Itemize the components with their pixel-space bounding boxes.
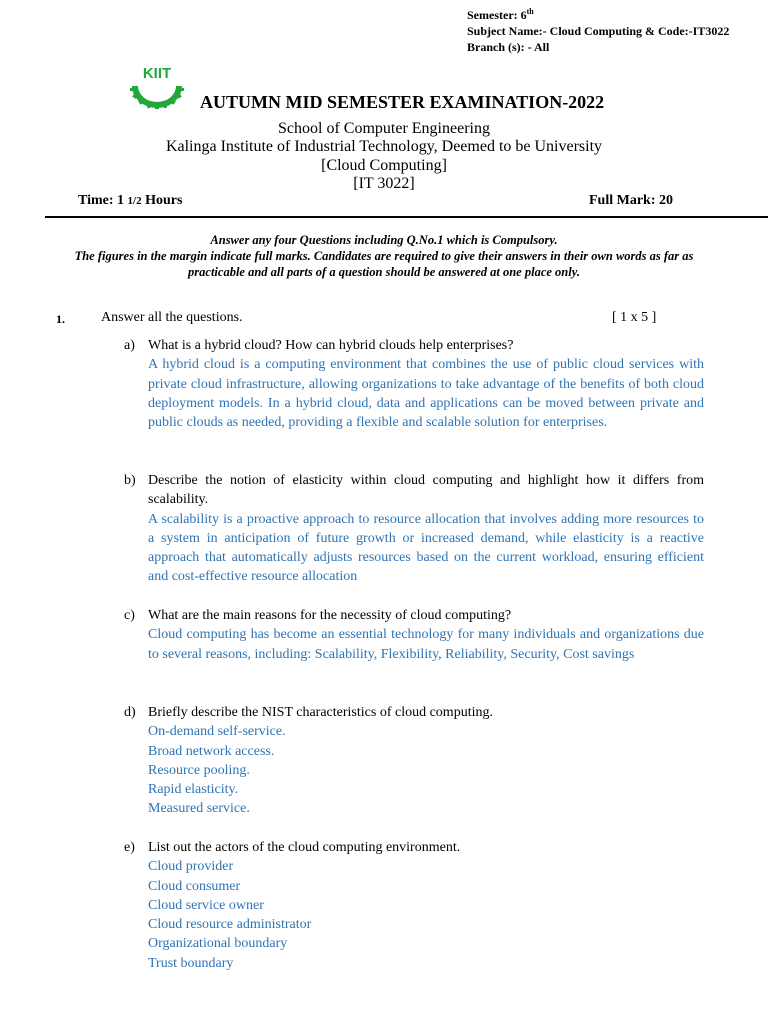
- header-divider: [45, 216, 768, 218]
- answer-text: Cloud computing has become an essential technology for many individuals and organizations due to several reasons, including: Scalability, Flexibility, Reliability, Security, Cost savings: [148, 627, 704, 662]
- question-number: 1.: [56, 312, 65, 326]
- exam-time: Time: 1 1/2 Hours: [78, 193, 183, 208]
- subquestion-letter: e): [124, 840, 135, 855]
- subquestion-text: Describe the notion of elasticity within cloud computing and highlight how it differs from scalability.: [148, 473, 704, 508]
- subquestion-a: [124, 336, 704, 432]
- instruction-line-2: The figures in the margin indicate full marks. Candidates are required to give their answers in their own words as far as practicable and all parts of a question should be answered at one place only.: [74, 249, 694, 279]
- answer-item: Cloud resource administrator: [148, 917, 312, 933]
- answer-item: Organizational boundary: [148, 936, 288, 952]
- answer-item: Trust boundary: [148, 955, 234, 971]
- answer-item: On-demand self-service.: [148, 724, 286, 740]
- question-text: Answer all the questions.: [101, 310, 243, 325]
- kiit-logo: [126, 60, 188, 110]
- answer-item: Rapid elasticity.: [148, 782, 239, 798]
- subquestion-text: What is a hybrid cloud? How can hybrid clouds help enterprises?: [148, 338, 514, 353]
- answer-item: Broad network access.: [148, 743, 275, 759]
- subquestion-text: What are the main reasons for the necessity of cloud computing?: [148, 608, 512, 623]
- subquestion-letter: b): [124, 473, 136, 488]
- instruction-line-1: Answer any four Questions including Q.No.1 which is Compulsory.: [210, 233, 558, 247]
- subquestion-text: List out the actors of the cloud computing environment.: [148, 840, 461, 855]
- answer-item: Cloud provider: [148, 859, 234, 875]
- branch-line: Branch (s): - All: [467, 40, 550, 54]
- subquestion-text: Briefly describe the NIST characteristics of cloud computing.: [148, 705, 493, 720]
- logo-text: KIIT: [142, 65, 172, 82]
- subquestion-b: [124, 471, 704, 587]
- answer-item: Cloud service owner: [148, 897, 264, 913]
- answer-text: A hybrid cloud is a computing environment that combines the use of public cloud services with private cloud infrastructure, allowing organizations to take advantage of the benefits of both cloud deployment models. In a hybrid cloud, data and applications can be moved between private and public clouds as needed, providing a flexible and scalable solution for enterprises.: [148, 357, 704, 431]
- instructions: [60, 232, 708, 280]
- course-code: [IT 3022]: [353, 175, 415, 192]
- answer-item: Measured service.: [148, 801, 250, 817]
- exam-meta: [467, 4, 729, 55]
- full-mark: Full Mark: 20: [589, 193, 673, 208]
- question-marks: [ 1 x 5 ]: [612, 310, 657, 325]
- university-name: Kalinga Institute of Industrial Technology, Deemed to be University: [165, 138, 603, 155]
- exam-title: AUTUMN MID SEMESTER EXAMINATION-2022: [200, 92, 605, 112]
- subject-line: Subject Name:- Cloud Computing & Code:-IT3022: [467, 24, 730, 38]
- subquestion-e: [124, 838, 704, 973]
- semester-line: Semester: 6th: [467, 7, 534, 22]
- answer-item: Cloud consumer: [148, 878, 241, 894]
- answer-list: [148, 857, 704, 973]
- course-name: [Cloud Computing]: [321, 157, 447, 174]
- subquestion-letter: d): [124, 705, 136, 720]
- subquestion-letter: a): [124, 338, 135, 353]
- subquestion-letter: c): [124, 608, 135, 623]
- answer-list: [148, 722, 704, 818]
- answer-item: Resource pooling.: [148, 762, 250, 778]
- subquestion-d: [124, 703, 704, 819]
- school-name: School of Computer Engineering: [278, 120, 490, 137]
- answer-text: A scalability is a proactive approach to resource allocation that involves adding more resources to a system in anticipation of future growth or increased demand, while elasticity is a reactive approach that automatically adjusts resources based on the current workload, ensuring efficient and cost-effective resource allocation: [148, 511, 704, 585]
- subquestion-c: [124, 606, 704, 664]
